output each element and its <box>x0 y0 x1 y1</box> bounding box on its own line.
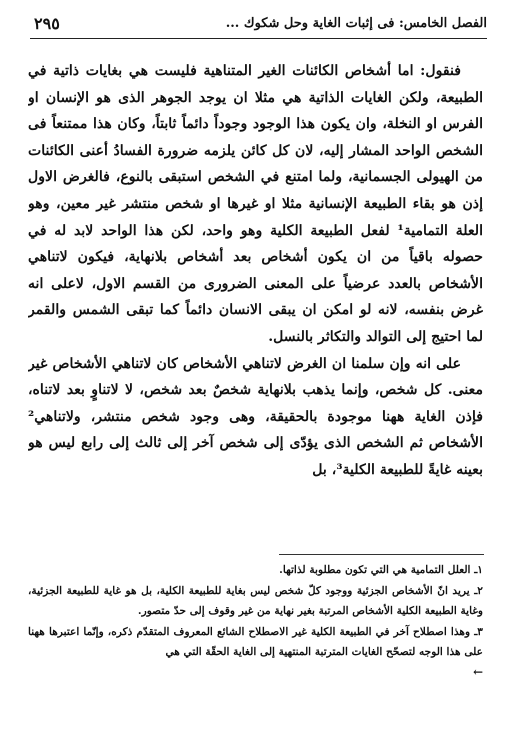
chapter-running-title: الفصل الخامس: فى إثبات الغاية وحل شكوك ... <box>225 16 487 31</box>
footnote: ٢ـ يريد انّ الأشخاص الجزئية ووجود كلّ شخص ليس بغاية للطبيعة الكلية، بل هو غاية للطبيعة الجزئية، وغاية الطبيعة الكلية الأشخاص المرتبة بغير نهاية من غير وقوف إلى حدّ متصور. <box>28 584 483 617</box>
footnote-separator <box>279 554 484 555</box>
main-text <box>28 58 483 538</box>
page-number: ٢٩٥ <box>34 14 60 33</box>
paragraph: على انه وإن سلمنا ان الغرض لاتناهي الأشخاص كان لاتناهي الأشخاص غير معنى. كل شخص، وإنما يذهب بلانهاية شخصٌ بعد شخص، لا لاتناوٍ بعد لاتناه، فإذن الغاية ههنا موجودة بالحقيقة، وهى وجود شخص منتشر، ولاتناهي² الأشخاص ثم الشخص الذى يؤدّى إلى شخص آخر إلى ثالث إلى رابع ليس هو بعينه غايةً للطبيعة الكلية³، بل <box>28 355 483 478</box>
footnotes <box>28 560 483 734</box>
paragraph: فنقول: اما أشخاص الكائنات الغير المتناهية فليست هي بغايات ذاتية في الطبيعة، ولكن الغايات الذاتية هي مثلا ان يوجد الجوهر الذى هو الإنسان او الفرس او النخلة، وان يكون هذا الوجود وجوداً دائماً ثابتاً، وكان هذا ممتنعاً فى الشخص الواحد المشار إليه، لان كل كائن يلزمه ضرورة الفسادُ أعنى الكائنات من الهيولى الجسمانية، ولما امتنع في الشخص استبقى بالنوع، فالغرض الاول إذن هو بقاء الطبيعة الإنسانية مثلا او غيرها او شخص منتشر غير معين، وهو العلة التمامية¹ لفعل الطبيعة الكلية وهو واحد، لكن هذا الواحد لابد له في حصوله باقياً من ان يكون أشخاص بعد أشخاص بلانهاية، فيكون لاتناهي الأشخاص بالعدد عرضياً على المعنى الضرورى من القسم الاول، لاعلى انه غرض بنفسه، لانه لو امكن ان يبقى الانسان دائماً كما تبقى الشمس والقمر لما احتيج إلى التوالد والتكاثر بالنسل. <box>28 63 483 345</box>
continuation-arrow-icon: ← <box>472 664 483 679</box>
running-header <box>30 14 487 39</box>
footnote: ١ـ العلل التمامية هي التي تكون مطلوبة لذاتها. <box>279 564 483 576</box>
footnote: ٣ـ وهذا اصطلاح آخر في الطبيعة الكلية غير الاصطلاح الشائع المعروف المتقدّم ذكره، وإنّما اعتبرها ههنا على هذا الوجه لتصحّح الغايات المترتبة المنتهية إلى الغاية الحقّة التي هي <box>28 625 483 658</box>
